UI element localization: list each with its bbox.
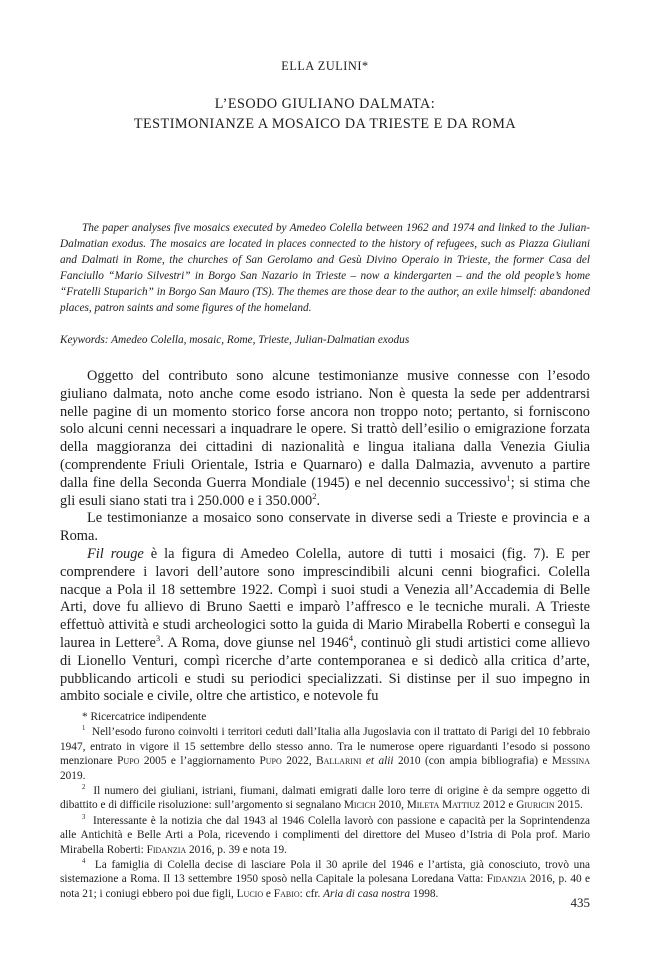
title-line-1: L’ESODO GIULIANO DALMATA: — [214, 96, 436, 112]
keywords: Keywords: Amedeo Colella, mosaic, Rome, Trieste, Julian-Dalmatian exodus — [60, 334, 410, 346]
footnote-1: $^1$ Nell’esodo furono coinvolti i territori ceduti dall’Italia alla Jugoslavia con il trattato di Parigi del 10 febbraio 1947, entrato in vigore il 15 settembre dello stesso anno. Tra le numerose opere riguardanti l’esodo si possono menzionare Pupo 2005 e l’aggiornamento Pupo 2022, Ballarini et alii 2010 (con ampia bibliografia) e Messina 2019. — [60, 725, 590, 782]
body-text — [60, 368, 590, 706]
footnote-4: $^4$ La famiglia di Colella decise di lasciare Pola il 30 aprile del 1946 e l’artista, già conosciuto, trovò una sistemazione a Roma. Il 13 settembre 1950 sposò nella Capitale la polesana Loredana Vatta: Fidanzia 2016, p. 40 e nota 21; i coniugi ebbero poi due figli, Lucio e Fabio: cfr. Aria di casa nostra 1998. — [60, 858, 590, 900]
article-title — [60, 94, 590, 134]
footnote-3: $^3$ Interessante è la notizia che dal 1943 al 1946 Colella lavorò con passione e capacità per la Soprintendenza alle Antichità e Belle Arti a Pola, ricevendo i complimenti del direttore del Museo d’Istria di Pola prof. Mario Mirabella Roberti: Fidanzia 2016, p. 39 e nota 19. — [60, 814, 590, 856]
footnotes — [60, 710, 590, 902]
title-line-2: TESTIMONIANZE A MOSAICO DA TRIESTE E DA ROMA — [133, 116, 517, 132]
abstract-text: The paper analyses five mosaics executed by Amedeo Colella between 1962 and 1974 and linked to the Julian-Dalmatian exodus. The mosaics are located in places connected to the history of refugees, such as Piazza Giuliani and Dalmati in Rome, the churches of San Gerolamo and Gesù Divino Operaio in Trieste, the former Casa del Fanciullo “Mario Silvestri” in Borgo San Nazario in Trieste – now a kindergarten – and the old people’s home “Fratelli Stuparich” in Borgo San Mauro (TS). The themes are those dear to the author, an exile himself: abandoned places, patron saints and some figures of the homeland. — [60, 222, 590, 314]
footnote-2: $^2$ Il numero dei giuliani, istriani, fiumani, dalmati emigrati dalle loro terre di origine è da sempre oggetto di dibattito e di difficile risoluzione: sull’argomento si segnalano Micich 2010, Mileta Mattiuz 2012 e Giuricin 2015. — [60, 784, 590, 812]
footnote-ref: 3 — [155, 633, 161, 644]
footnote-ref: 4 — [348, 633, 354, 644]
paragraph-1: Oggetto del contributo sono alcune testimonianze musive connesse con l’esodo giuliano dalmata, noto anche come esodo istriano. Non è questa la sede per addentrarsi nelle pagine di un momento storico forse ancora non troppo noto; pertanto, si forniscono solo alcuni cenni necessari a inquadrare le opere. Si trattò dell’esilio o emigrazione forzata della maggioranza dei cittadini di nazionalità e lingua italiana dalla Venezia Giulia (comprendente Friuli Orientale, Istria e Quarnaro) e dalla Dalmazia, avvenuto a partire dalla fine della Seconda Guerra Mondiale (1945) e nel decennio successivo$^1$; si stima che gli esuli siano stati tra i 250.000 e i 350.000$^2$. — [60, 368, 590, 509]
footnote-ref: 2 — [312, 490, 317, 501]
paragraph-2: Le testimonianze a mosaico sono conservate in diverse sedi a Trieste e provincia e a Roma. — [60, 510, 590, 545]
footnote-star: * Ricercatrice indipendente — [82, 711, 207, 723]
footnote-ref: 1 — [506, 472, 511, 483]
paragraph-3: Fil rouge è la figura di Amedeo Colella, autore di tutti i mosaici (fig. 7). E per comprendere i lavori dell’autore sono imprescindibili alcuni cenni biografici. Colella nacque a Pola il 18 settembre 1922. Compì i suoi studi a Venezia all’Accademia di Belle Arti, dove fu allievo di Bruno Saetti e imparò l’affresco e le tecniche murali. A Trieste effettuò attività e studi archeologici sotto la guida di Mario Mirabella Roberti e conseguì la laurea in Lettere$^3$. A Roma, dove giunse nel 1946$^4$, continuò gli studi artistici come allievo di Lionello Venturi, compì ricerche d’arte contemporanea e si dedicò alla critica d’arte, pubblicando articoli e studi su periodici specializzati. Si distinse per il suo impegno in ambito sociale e civile, oltre che artistico, e notevole fu — [60, 545, 590, 705]
abstract — [60, 220, 590, 348]
author-name: ELLA ZULINI* — [281, 59, 369, 73]
page-number: 435 — [570, 895, 590, 910]
